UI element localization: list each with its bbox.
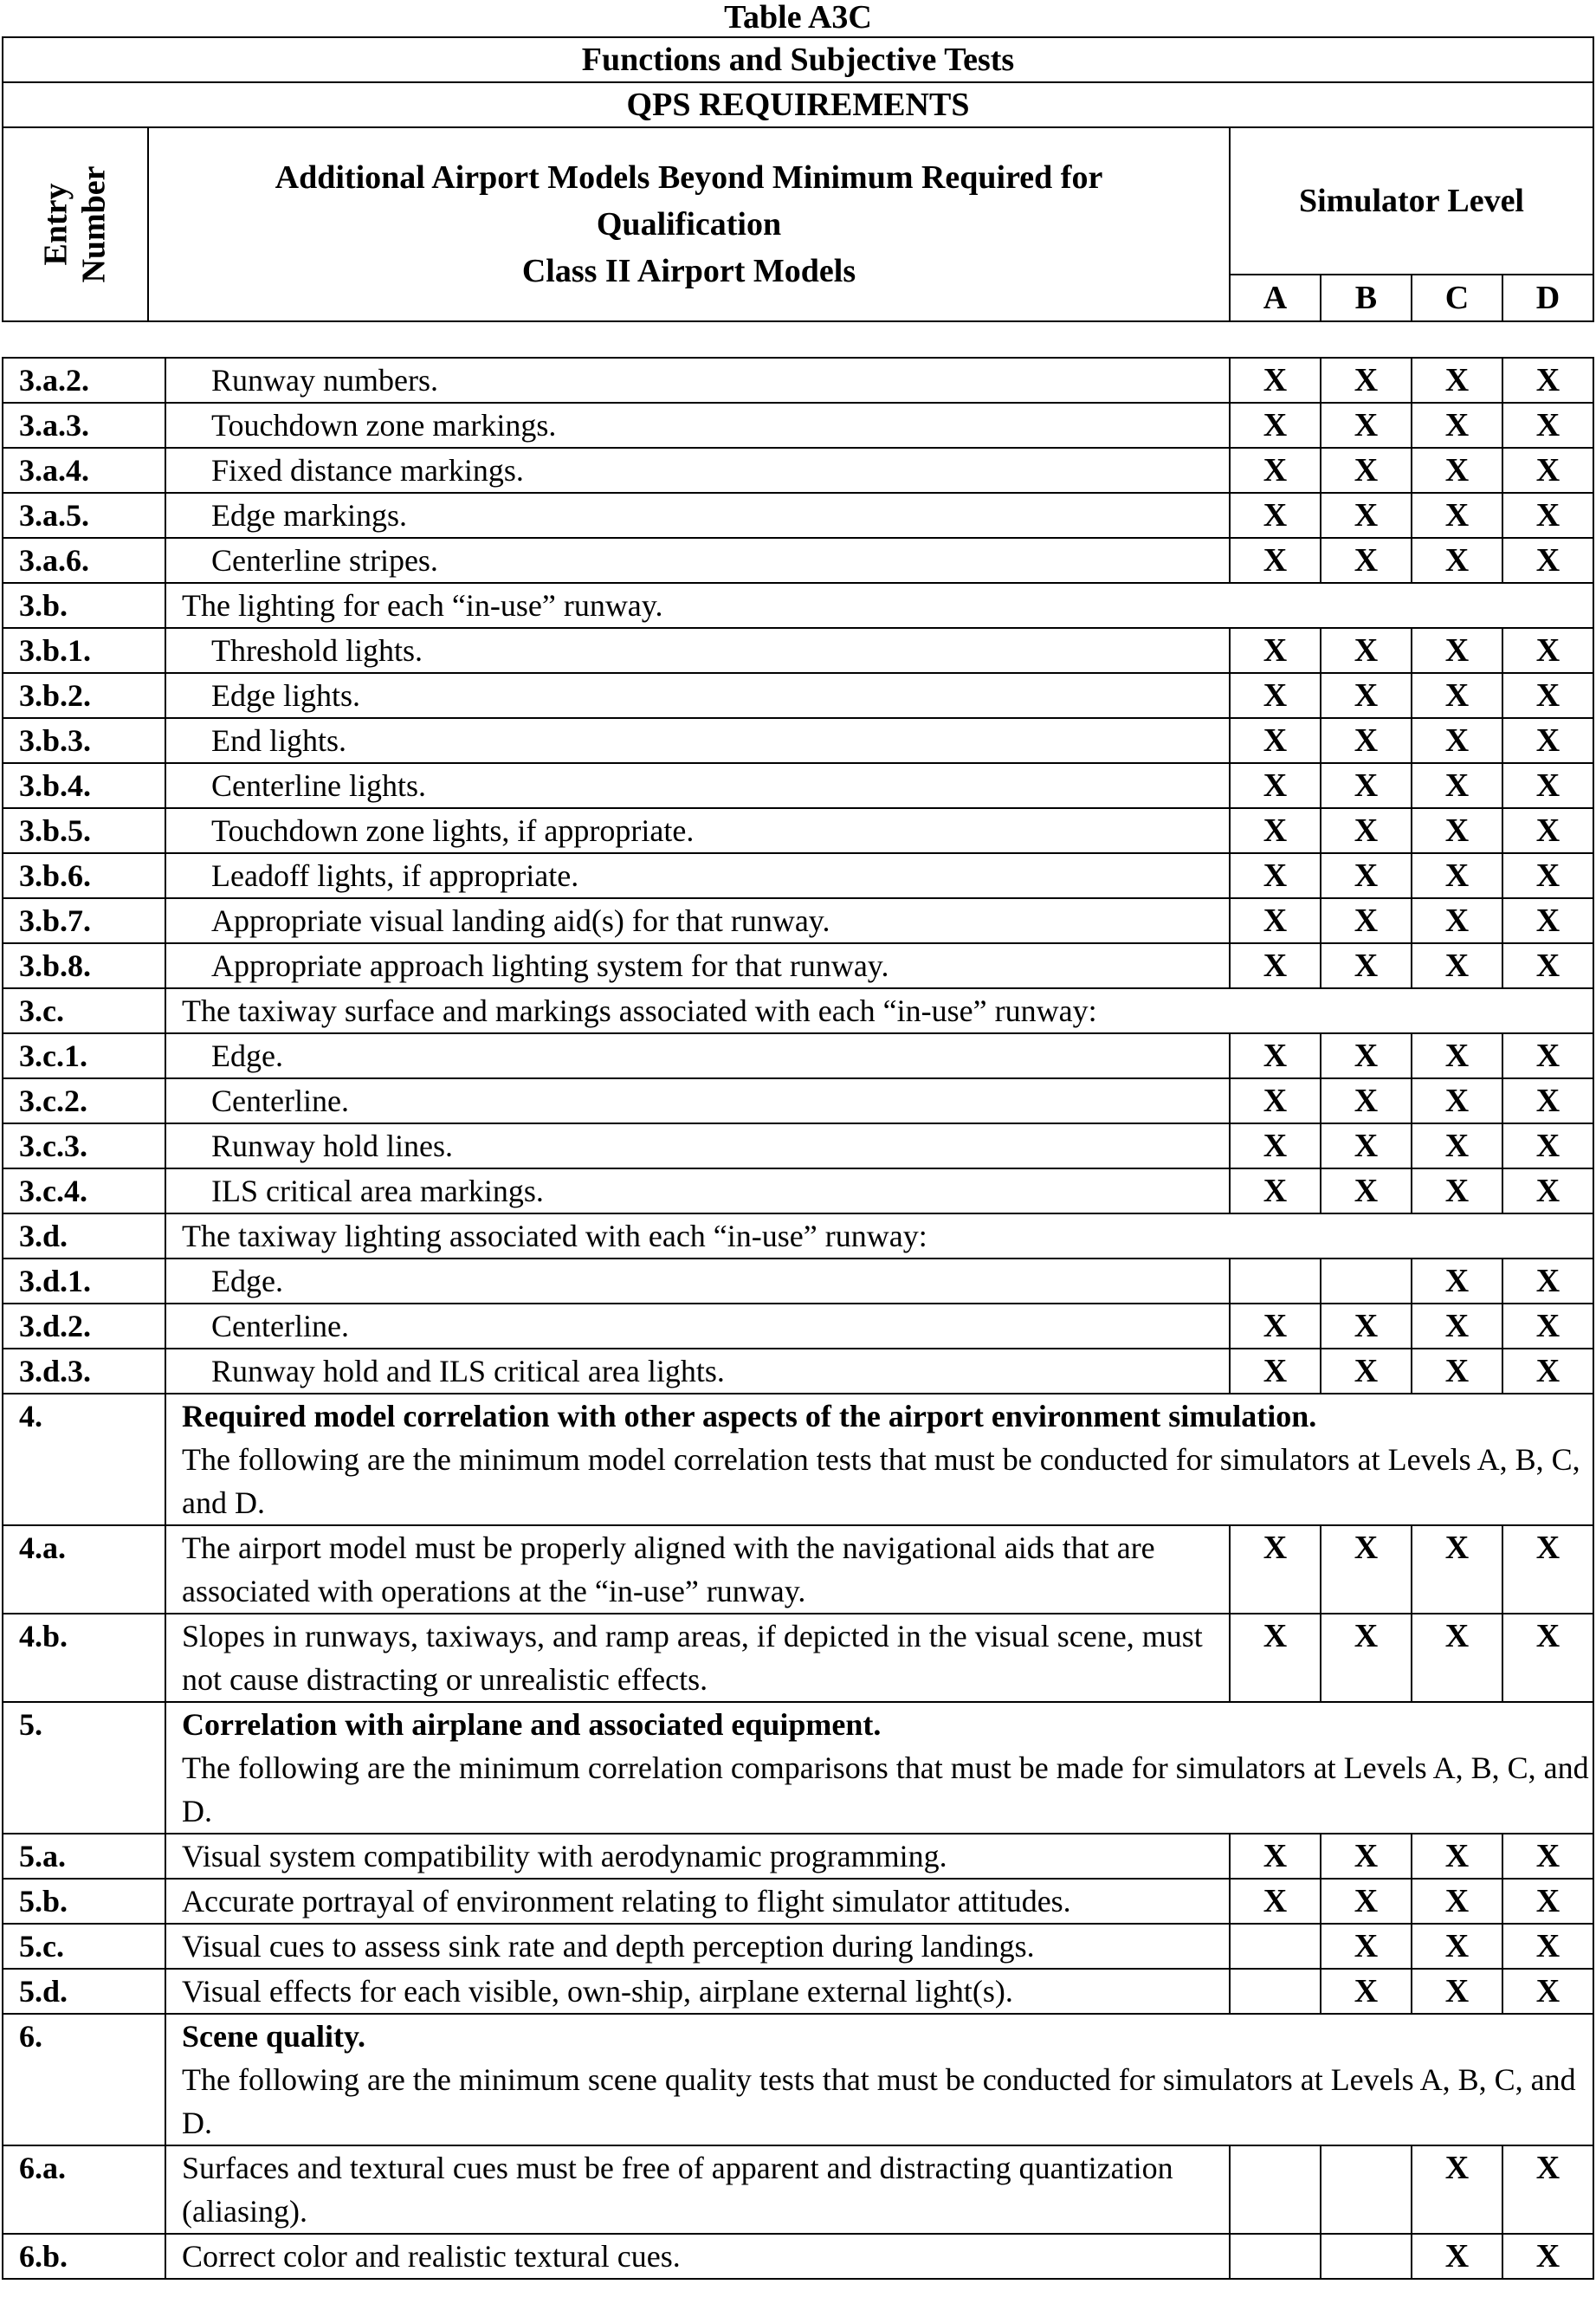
entry-number: 3.b.7.: [3, 898, 165, 943]
level-b-mark: X: [1321, 943, 1412, 988]
desc-header-line2: Qualification: [596, 206, 782, 243]
level-b-mark: X: [1321, 1614, 1412, 1702]
table-row: [3, 1394, 1593, 1525]
level-c-mark: X: [1412, 1123, 1502, 1168]
level-d-mark: X: [1502, 2145, 1593, 2234]
description-text: Visual cues to assess sink rate and depth perception during landings.: [182, 1929, 1035, 1964]
level-c-mark: X: [1412, 403, 1502, 448]
description-text: Touchdown zone lights, if appropriate.: [211, 813, 695, 848]
level-c-mark: X: [1412, 763, 1502, 808]
level-a-mark: X: [1230, 1525, 1321, 1614]
table-row: [3, 1213, 1593, 1259]
level-d-mark: X: [1502, 628, 1593, 673]
band-functions: Functions and Subjective Tests: [3, 37, 1593, 82]
level-a-mark: [1230, 1924, 1321, 1969]
level-c-mark: X: [1412, 1969, 1502, 2014]
level-a-mark: X: [1230, 358, 1321, 403]
entry-number: 3.a.5.: [3, 493, 165, 538]
table-row: [3, 448, 1593, 493]
level-b-mark: X: [1321, 853, 1412, 898]
band-qps: QPS REQUIREMENTS: [3, 82, 1593, 127]
level-d-mark: X: [1502, 1525, 1593, 1614]
table-row: [3, 2014, 1593, 2145]
level-b-mark: X: [1321, 1304, 1412, 1349]
level-d-mark: X: [1502, 403, 1593, 448]
description-text: Leadoff lights, if appropriate.: [211, 858, 579, 893]
level-b-mark: X: [1321, 1349, 1412, 1394]
description-text: Centerline lights.: [211, 768, 426, 803]
table-row: [3, 583, 1593, 628]
table-row: [3, 628, 1593, 673]
row-description: [165, 1834, 1230, 1879]
row-description: [165, 1394, 1593, 1525]
requirements-table: [2, 357, 1594, 2280]
level-c-mark: X: [1412, 1834, 1502, 1879]
level-a-mark: X: [1230, 1168, 1321, 1213]
level-b-mark: X: [1321, 1879, 1412, 1924]
entry-number: 6.: [3, 2014, 165, 2145]
entry-number: 3.c.4.: [3, 1168, 165, 1213]
level-a-mark: X: [1230, 718, 1321, 763]
description-text: Runway numbers.: [211, 363, 438, 398]
level-d-mark: X: [1502, 853, 1593, 898]
level-a-mark: [1230, 1969, 1321, 2014]
entry-number: 3.b.5.: [3, 808, 165, 853]
entry-number: 3.b.: [3, 583, 165, 628]
description-text: Touchdown zone markings.: [211, 408, 557, 443]
table-row: [3, 1879, 1593, 1924]
row-description: [165, 1969, 1230, 2014]
level-c-mark: X: [1412, 628, 1502, 673]
level-d-mark: X: [1502, 1168, 1593, 1213]
level-b-header: B: [1321, 275, 1412, 321]
row-description: [165, 1879, 1230, 1924]
level-d-mark: X: [1502, 2234, 1593, 2279]
entry-number: 4.b.: [3, 1614, 165, 1702]
description-text: Surfaces and textural cues must be free of apparent and distracting quantization (aliasing).: [182, 2151, 1173, 2229]
level-b-mark: X: [1321, 1123, 1412, 1168]
level-d-mark: X: [1502, 493, 1593, 538]
level-d-mark: X: [1502, 1834, 1593, 1879]
entry-number: 3.b.8.: [3, 943, 165, 988]
description-text: Threshold lights.: [211, 633, 423, 668]
level-b-mark: X: [1321, 403, 1412, 448]
level-b-mark: X: [1321, 718, 1412, 763]
table-row: [3, 1702, 1593, 1834]
level-c-mark: X: [1412, 853, 1502, 898]
table-row: [3, 1123, 1593, 1168]
table-row: [3, 1078, 1593, 1123]
level-c-mark: X: [1412, 1168, 1502, 1213]
table-row: [3, 1033, 1593, 1078]
entry-number: 3.c.1.: [3, 1033, 165, 1078]
level-a-mark: X: [1230, 1834, 1321, 1879]
level-d-mark: X: [1502, 358, 1593, 403]
level-a-mark: X: [1230, 673, 1321, 718]
level-d-mark: X: [1502, 763, 1593, 808]
table-row: [3, 943, 1593, 988]
table-row: [3, 1168, 1593, 1213]
row-description: [165, 988, 1593, 1033]
row-description: [165, 1304, 1230, 1349]
level-d-mark: X: [1502, 448, 1593, 493]
level-c-mark: X: [1412, 1349, 1502, 1394]
level-b-mark: X: [1321, 1033, 1412, 1078]
level-b-mark: X: [1321, 1924, 1412, 1969]
table-row: [3, 808, 1593, 853]
desc-header-line1: Additional Airport Models Beyond Minimum Required for: [275, 159, 1103, 196]
level-d-mark: X: [1502, 1924, 1593, 1969]
level-d-mark: X: [1502, 1969, 1593, 2014]
row-description: [165, 1259, 1230, 1304]
level-b-mark: X: [1321, 1969, 1412, 2014]
level-c-mark: X: [1412, 2234, 1502, 2279]
table-row: [3, 538, 1593, 583]
description-text: ILS critical area markings.: [211, 1174, 544, 1208]
entry-number: 4.: [3, 1394, 165, 1525]
description-header: [148, 127, 1230, 321]
entry-number: 5.b.: [3, 1879, 165, 1924]
level-c-mark: X: [1412, 943, 1502, 988]
entry-number: 3.a.6.: [3, 538, 165, 583]
level-d-mark: X: [1502, 808, 1593, 853]
level-a-mark: X: [1230, 943, 1321, 988]
description-text: Centerline.: [211, 1309, 349, 1343]
entry-number: 5.a.: [3, 1834, 165, 1879]
table-header: [2, 36, 1594, 322]
row-description: [165, 1078, 1230, 1123]
entry-number: 6.a.: [3, 2145, 165, 2234]
level-d-mark: X: [1502, 1259, 1593, 1304]
level-c-mark: X: [1412, 1304, 1502, 1349]
table-row: [3, 1924, 1593, 1969]
level-d-mark: X: [1502, 1349, 1593, 1394]
entry-number: 3.b.6.: [3, 853, 165, 898]
level-b-mark: X: [1321, 358, 1412, 403]
level-a-header: A: [1230, 275, 1321, 321]
level-d-mark: X: [1502, 943, 1593, 988]
level-b-mark: X: [1321, 673, 1412, 718]
level-c-mark: X: [1412, 718, 1502, 763]
description-text: Correct color and realistic textural cues.: [182, 2239, 681, 2274]
level-a-mark: X: [1230, 448, 1321, 493]
row-description: [165, 538, 1230, 583]
table-row: [3, 1304, 1593, 1349]
row-description: [165, 943, 1230, 988]
level-c-mark: X: [1412, 358, 1502, 403]
level-b-mark: [1321, 2145, 1412, 2234]
level-a-mark: [1230, 2234, 1321, 2279]
level-d-mark: X: [1502, 1304, 1593, 1349]
table-row: [3, 988, 1593, 1033]
level-c-mark: X: [1412, 448, 1502, 493]
row-description: [165, 403, 1230, 448]
entry-label: Entry: [37, 183, 74, 266]
table-title: Table A3C: [724, 0, 872, 36]
entry-number: 3.d.1.: [3, 1259, 165, 1304]
level-a-mark: X: [1230, 538, 1321, 583]
description-text: Runway hold and ILS critical area lights.: [211, 1354, 725, 1388]
entry-number: 5.c.: [3, 1924, 165, 1969]
row-description: [165, 853, 1230, 898]
level-a-mark: X: [1230, 1078, 1321, 1123]
entry-number: 3.d.: [3, 1213, 165, 1259]
table-row: [3, 718, 1593, 763]
level-a-mark: X: [1230, 403, 1321, 448]
level-b-mark: X: [1321, 448, 1412, 493]
level-a-mark: [1230, 2145, 1321, 2234]
description-text: Visual effects for each visible, own-ship, airplane external light(s).: [182, 1974, 1013, 2009]
description-text: Runway hold lines.: [211, 1129, 453, 1163]
row-description: [165, 1033, 1230, 1078]
level-d-header: D: [1502, 275, 1593, 321]
level-b-mark: [1321, 2234, 1412, 2279]
table-row: [3, 1969, 1593, 2014]
level-a-mark: X: [1230, 898, 1321, 943]
entry-number: 3.c.3.: [3, 1123, 165, 1168]
level-b-mark: X: [1321, 763, 1412, 808]
entry-number: 3.a.3.: [3, 403, 165, 448]
level-c-mark: X: [1412, 1924, 1502, 1969]
description-text: Appropriate visual landing aid(s) for that runway.: [211, 903, 830, 938]
row-description: [165, 448, 1230, 493]
level-c-mark: X: [1412, 808, 1502, 853]
row-description: [165, 808, 1230, 853]
section-heading: Required model correlation with other aspects of the airport environment simulation.: [182, 1399, 1317, 1433]
level-d-mark: X: [1502, 538, 1593, 583]
level-a-mark: X: [1230, 1123, 1321, 1168]
entry-number: 5.d.: [3, 1969, 165, 2014]
level-c-mark: X: [1412, 1078, 1502, 1123]
number-label: Number: [75, 165, 113, 283]
description-text: Slopes in runways, taxiways, and ramp areas, if depicted in the visual scene, must not cause distracting or unrealistic effects.: [182, 1619, 1203, 1697]
description-text: Edge markings.: [211, 498, 407, 533]
table-row: [3, 1525, 1593, 1614]
table-row: [3, 673, 1593, 718]
entry-number: 3.d.3.: [3, 1349, 165, 1394]
row-description: [165, 1525, 1230, 1614]
level-a-mark: X: [1230, 493, 1321, 538]
entry-number: 3.d.2.: [3, 1304, 165, 1349]
level-a-mark: X: [1230, 808, 1321, 853]
table-row: [3, 1259, 1593, 1304]
table-row: [3, 898, 1593, 943]
level-d-mark: X: [1502, 1614, 1593, 1702]
row-description: [165, 718, 1230, 763]
section-heading: Scene quality.: [182, 2019, 366, 2054]
level-c-mark: X: [1412, 898, 1502, 943]
row-description: [165, 2145, 1230, 2234]
description-text: The taxiway surface and markings associated with each “in-use” runway:: [182, 993, 1097, 1028]
level-a-mark: X: [1230, 628, 1321, 673]
level-b-mark: X: [1321, 493, 1412, 538]
level-c-mark: X: [1412, 538, 1502, 583]
level-b-mark: X: [1321, 538, 1412, 583]
level-b-mark: X: [1321, 628, 1412, 673]
description-text: Edge.: [211, 1039, 283, 1073]
level-c-mark: X: [1412, 1033, 1502, 1078]
level-c-mark: X: [1412, 2145, 1502, 2234]
row-description: [165, 493, 1230, 538]
level-c-header: C: [1412, 275, 1502, 321]
level-a-mark: X: [1230, 1879, 1321, 1924]
requirements-rows: [3, 358, 1593, 2279]
table-row: [3, 1349, 1593, 1394]
level-b-mark: X: [1321, 898, 1412, 943]
description-text: Visual system compatibility with aerodynamic programming.: [182, 1839, 947, 1873]
row-description: [165, 628, 1230, 673]
level-c-mark: X: [1412, 1259, 1502, 1304]
level-a-mark: X: [1230, 853, 1321, 898]
level-a-mark: X: [1230, 1349, 1321, 1394]
entry-number: 3.a.2.: [3, 358, 165, 403]
row-description: [165, 2014, 1593, 2145]
row-description: [165, 1168, 1230, 1213]
entry-number: 3.c.2.: [3, 1078, 165, 1123]
row-description: [165, 898, 1230, 943]
description-text: The airport model must be properly aligned with the navigational aids that are associated with operations at the “in-use” runway.: [182, 1530, 1155, 1608]
table-row: [3, 1614, 1593, 1702]
row-description: [165, 1123, 1230, 1168]
description-text: Fixed distance markings.: [211, 453, 524, 488]
level-c-mark: X: [1412, 1614, 1502, 1702]
description-text: Centerline.: [211, 1084, 349, 1118]
row-description: [165, 763, 1230, 808]
level-d-mark: X: [1502, 718, 1593, 763]
level-b-mark: X: [1321, 808, 1412, 853]
description-text: Edge.: [211, 1264, 283, 1298]
description-text: The lighting for each “in-use” runway.: [182, 588, 663, 623]
entry-number: 3.b.3.: [3, 718, 165, 763]
entry-number: 3.c.: [3, 988, 165, 1033]
table-row: [3, 1834, 1593, 1879]
row-description: [165, 358, 1230, 403]
entry-number-header: [3, 127, 148, 321]
description-text: The following are the minimum scene quality tests that must be conducted for simulators at Levels A, B, C, and D.: [182, 2062, 1576, 2140]
table-row: [3, 493, 1593, 538]
level-b-mark: [1321, 1259, 1412, 1304]
row-description: [165, 673, 1230, 718]
level-c-mark: X: [1412, 1879, 1502, 1924]
row-description: [165, 583, 1593, 628]
row-description: [165, 1924, 1230, 1969]
level-a-mark: X: [1230, 1614, 1321, 1702]
row-description: [165, 1614, 1230, 1702]
level-a-mark: X: [1230, 763, 1321, 808]
description-text: Centerline stripes.: [211, 543, 438, 578]
table-row: [3, 358, 1593, 403]
level-d-mark: X: [1502, 898, 1593, 943]
level-a-mark: [1230, 1259, 1321, 1304]
simulator-level-header: Simulator Level: [1230, 127, 1593, 275]
entry-number: 3.b.1.: [3, 628, 165, 673]
level-b-mark: X: [1321, 1525, 1412, 1614]
row-description: [165, 2234, 1230, 2279]
desc-header-line3: Class II Airport Models: [521, 253, 856, 289]
table-row: [3, 853, 1593, 898]
description-text: The following are the minimum correlation comparisons that must be made for simulators at Levels A, B, C, and D.: [182, 1750, 1589, 1828]
table-row: [3, 403, 1593, 448]
table-row: [3, 763, 1593, 808]
description-text: The taxiway lighting associated with each “in-use” runway:: [182, 1219, 927, 1253]
level-c-mark: X: [1412, 493, 1502, 538]
entry-number: 3.b.2.: [3, 673, 165, 718]
row-description: [165, 1213, 1593, 1259]
row-description: [165, 1702, 1593, 1834]
level-a-mark: X: [1230, 1304, 1321, 1349]
table-row: [3, 2145, 1593, 2234]
description-text: The following are the minimum model correlation tests that must be conducted for simulators at Levels A, B, C, and D.: [182, 1442, 1580, 1520]
level-d-mark: X: [1502, 1879, 1593, 1924]
entry-number: 3.b.4.: [3, 763, 165, 808]
description-text: End lights.: [211, 723, 347, 758]
level-d-mark: X: [1502, 1033, 1593, 1078]
level-b-mark: X: [1321, 1078, 1412, 1123]
entry-number: 3.a.4.: [3, 448, 165, 493]
level-b-mark: X: [1321, 1168, 1412, 1213]
entry-number: 4.a.: [3, 1525, 165, 1614]
level-d-mark: X: [1502, 1123, 1593, 1168]
description-text: Edge lights.: [211, 678, 360, 713]
level-b-mark: X: [1321, 1834, 1412, 1879]
section-heading: Correlation with airplane and associated equipment.: [182, 1707, 882, 1742]
table-row: [3, 2234, 1593, 2279]
level-c-mark: X: [1412, 673, 1502, 718]
description-text: Accurate portrayal of environment relating to flight simulator attitudes.: [182, 1884, 1071, 1919]
description-text: Appropriate approach lighting system for that runway.: [211, 948, 889, 983]
level-d-mark: X: [1502, 673, 1593, 718]
row-description: [165, 1349, 1230, 1394]
entry-number: 5.: [3, 1702, 165, 1834]
level-a-mark: X: [1230, 1033, 1321, 1078]
level-d-mark: X: [1502, 1078, 1593, 1123]
level-c-mark: X: [1412, 1525, 1502, 1614]
entry-number: 6.b.: [3, 2234, 165, 2279]
